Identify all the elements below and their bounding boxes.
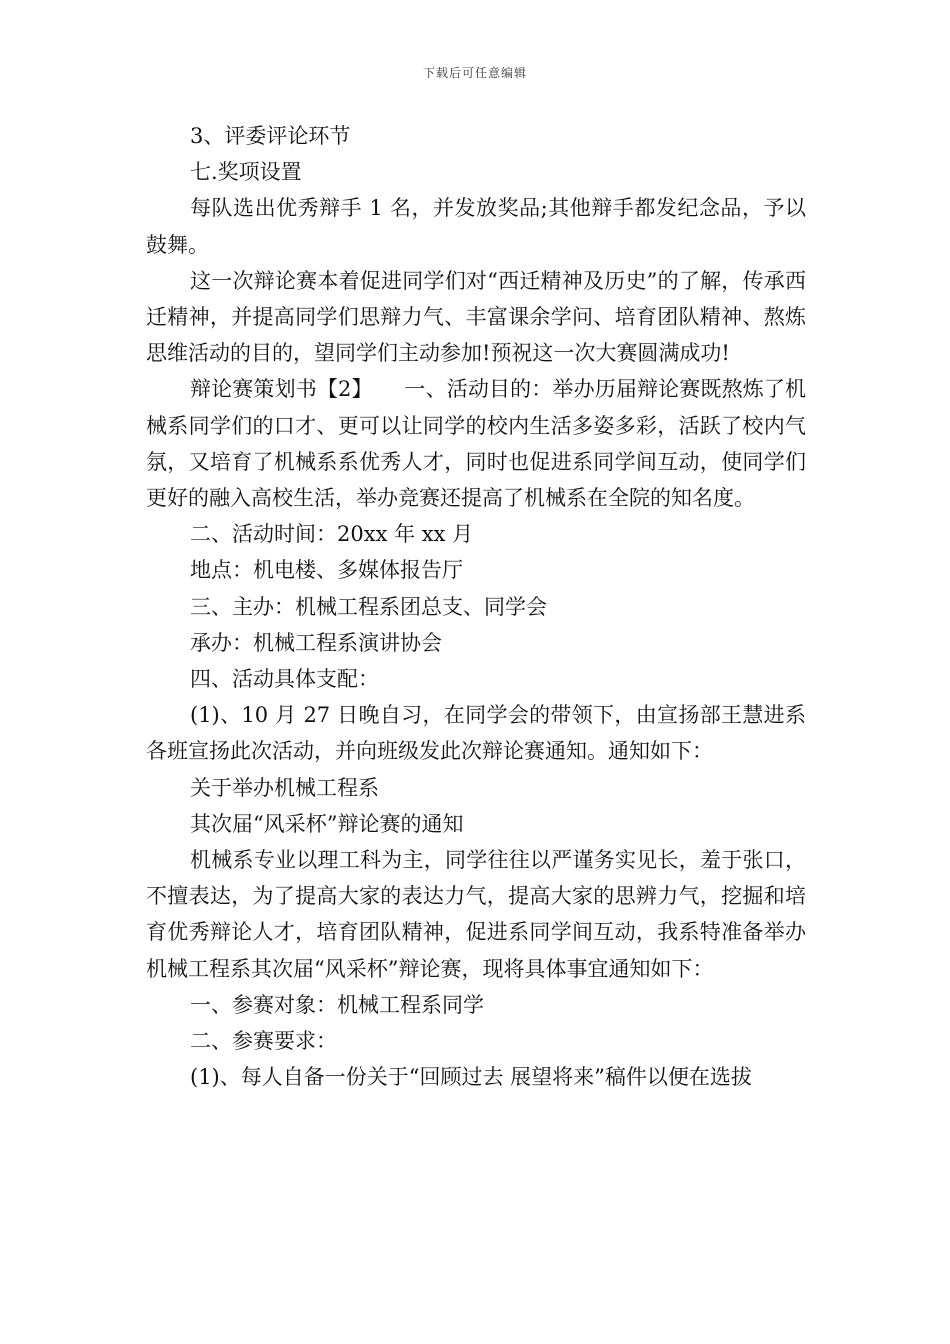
paragraph-co-organizer: 承办：机械工程系演讲协会 [190,630,442,655]
paragraph-organizer: 三、主办：机械工程系团总支、同学会 [190,594,547,619]
paragraph-awards-detail: 每队选出优秀辩手 1 名，并发放奖品;其他辩手都发纪念品，予以鼓舞。 [146,196,806,257]
paragraph-participants: 一、参赛对象：机械工程系同学 [190,992,484,1017]
paragraph-requirement-1: (1)、每人自备一份关于“回顾过去 展望将来”稿件以便在选拔 [190,1065,752,1090]
paragraph-arrangement-heading: 四、活动具体支配： [190,667,379,692]
paragraph-requirements-heading: 二、参赛要求： [190,1029,337,1054]
page-header: 下载后可任意编辑 [422,66,527,80]
paragraph-judge-comment: 3、评委评论环节 [190,124,351,148]
document-body [146,118,806,1095]
paragraph-awards-heading: 七.奖项设置 [190,160,302,185]
paragraph-arrangement-step-1: (1)、10 月 27 日晚自习，在同学会的带领下，由宣扬部王慧进系各班宣扬此次活动，并向班级发此次辩论赛通知。通知如下： [146,703,806,764]
paragraph-notice-title-line-1: 关于举办机械工程系 [190,775,379,800]
paragraph-notice-title-line-2: 其次届“风采杯”辩论赛的通知 [190,811,464,836]
paragraph-purpose-summary: 这一次辩论赛本着促进同学们对“西迁精神及历史”的了解，传承西迁精神，并提高同学们思辩力气、丰富课余学问、培育团队精神、熬炼思维活动的目的，望同学们主动参加!预祝这一次大赛圆满成功! [146,268,806,366]
paragraph-plan-2-objective: 辩论赛策划书【2】 一、活动目的：举办历届辩论赛既熬炼了机械系同学们的口才、更可以让同学的校内生活多姿多彩，活跃了校内气氛，又培育了机械系系优秀人才，同时也促进系同学间互动，使同学们更好的融入高校生活，举办竞赛还提高了机械系在全院的知名度。 [146,377,806,511]
paragraph-activity-time: 二、活动时间：20xx 年 xx 月 [190,522,474,547]
paragraph-notice-body: 机械系专业以理工科为主，同学往往以严谨务实见长，羞于张口，不擅表达，为了提高大家的表达力气，提高大家的思辨力气，挖掘和培育优秀辩论人才，培育团队精神，促进系同学间互动，我系特准备举办机械工程系其次届“风采杯”辩论赛，现将具体事宜通知如下： [146,848,806,981]
paragraph-location: 地点：机电楼、多媒体报告厅 [190,558,463,583]
